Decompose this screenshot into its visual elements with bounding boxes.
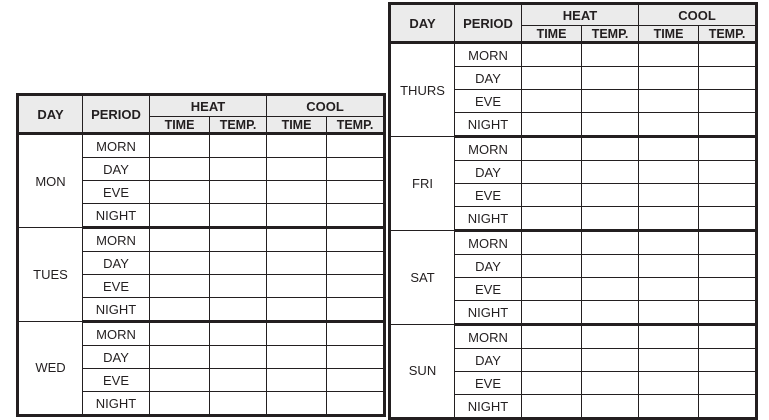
heat-time-cell[interactable]	[150, 346, 210, 369]
period-label: NIGHT	[83, 392, 150, 415]
heat-temp-cell[interactable]	[582, 301, 639, 325]
cool-time-cell[interactable]	[267, 228, 327, 252]
heat-time-cell[interactable]	[522, 395, 582, 418]
heat-time-cell[interactable]	[150, 181, 210, 204]
period-label: DAY	[83, 346, 150, 369]
heat-temp-cell[interactable]	[210, 158, 267, 181]
period-label: DAY	[455, 349, 522, 372]
heat-time-cell[interactable]	[522, 207, 582, 231]
cool-temp-cell[interactable]	[327, 346, 384, 369]
cool-temp-cell[interactable]	[327, 252, 384, 275]
period-label: NIGHT	[455, 113, 522, 137]
cool-temp-header: TEMP.	[699, 26, 756, 43]
heat-temp-cell[interactable]	[210, 275, 267, 298]
heat-temp-cell[interactable]	[210, 392, 267, 415]
heat-temp-cell[interactable]	[210, 252, 267, 275]
schedule-table-mon-wed	[18, 95, 384, 415]
cool-temp-cell[interactable]	[699, 301, 756, 325]
heat-temp-header: TEMP.	[210, 117, 267, 134]
period-label: NIGHT	[455, 301, 522, 325]
period-column-header: PERIOD	[455, 5, 522, 43]
day-label: SAT	[391, 231, 455, 325]
heat-time-cell[interactable]	[150, 204, 210, 228]
day-group-sun	[391, 325, 756, 418]
table-row	[391, 231, 756, 255]
heat-time-cell[interactable]	[150, 322, 210, 346]
period-label: EVE	[455, 90, 522, 113]
day-group-tues	[19, 228, 384, 322]
cool-time-cell[interactable]	[267, 158, 327, 181]
heat-time-cell[interactable]	[150, 369, 210, 392]
heat-temp-cell[interactable]	[582, 325, 639, 349]
cool-time-cell[interactable]	[267, 392, 327, 415]
heat-time-cell[interactable]	[522, 349, 582, 372]
period-label: MORN	[455, 325, 522, 349]
cool-temp-cell[interactable]	[327, 228, 384, 252]
heat-temp-cell[interactable]	[582, 372, 639, 395]
day-column-header: DAY	[391, 5, 455, 43]
table-row	[391, 43, 756, 67]
period-label: MORN	[455, 231, 522, 255]
cool-temp-cell[interactable]	[699, 372, 756, 395]
cool-time-cell[interactable]	[639, 184, 699, 207]
cool-temp-cell[interactable]	[699, 67, 756, 90]
period-label: NIGHT	[83, 298, 150, 322]
heat-temp-cell[interactable]	[582, 395, 639, 418]
day-group-fri	[391, 137, 756, 231]
table-row	[19, 228, 384, 252]
heat-time-cell[interactable]	[150, 298, 210, 322]
table-row	[391, 137, 756, 161]
heat-time-cell[interactable]	[522, 325, 582, 349]
period-label: EVE	[455, 184, 522, 207]
heat-time-cell[interactable]	[522, 43, 582, 67]
heat-time-cell[interactable]	[150, 275, 210, 298]
cool-temp-cell[interactable]	[699, 278, 756, 301]
heat-time-cell[interactable]	[522, 255, 582, 278]
heat-temp-cell[interactable]	[582, 161, 639, 184]
schedule-table-thu-sun	[390, 4, 756, 418]
heat-temp-header: TEMP.	[582, 26, 639, 43]
heat-temp-cell[interactable]	[210, 322, 267, 346]
heat-time-cell[interactable]	[522, 90, 582, 113]
day-group-thurs	[391, 43, 756, 137]
heat-time-cell[interactable]	[522, 113, 582, 137]
heat-time-header: TIME	[522, 26, 582, 43]
cool-time-cell[interactable]	[267, 275, 327, 298]
cool-temp-cell[interactable]	[699, 137, 756, 161]
cool-time-header: TIME	[267, 117, 327, 134]
heat-temp-cell[interactable]	[210, 369, 267, 392]
period-label: NIGHT	[455, 395, 522, 418]
period-label: DAY	[455, 161, 522, 184]
day-label: THURS	[391, 43, 455, 137]
period-label: MORN	[455, 43, 522, 67]
period-label: EVE	[83, 275, 150, 298]
cool-time-cell[interactable]	[639, 301, 699, 325]
cool-temp-cell[interactable]	[327, 322, 384, 346]
cool-temp-cell[interactable]	[699, 325, 756, 349]
cool-time-cell[interactable]	[639, 90, 699, 113]
cool-temp-cell[interactable]	[327, 275, 384, 298]
period-label: EVE	[455, 372, 522, 395]
cool-group-header: COOL	[639, 5, 756, 26]
table-header	[391, 5, 756, 43]
cool-time-cell[interactable]	[639, 207, 699, 231]
cool-temp-cell[interactable]	[327, 392, 384, 415]
day-label: MON	[19, 134, 83, 228]
heat-temp-cell[interactable]	[582, 255, 639, 278]
cool-group-header: COOL	[267, 96, 384, 117]
cool-time-cell[interactable]	[267, 298, 327, 322]
heat-temp-cell[interactable]	[210, 298, 267, 322]
cool-temp-cell[interactable]	[327, 298, 384, 322]
cool-time-cell[interactable]	[639, 325, 699, 349]
table-row	[391, 325, 756, 349]
heat-group-header: HEAT	[522, 5, 639, 26]
cool-temp-cell[interactable]	[699, 395, 756, 418]
heat-time-cell[interactable]	[522, 278, 582, 301]
cool-temp-cell[interactable]	[699, 349, 756, 372]
cool-time-cell[interactable]	[639, 137, 699, 161]
cool-temp-cell[interactable]	[699, 113, 756, 137]
heat-time-cell[interactable]	[522, 372, 582, 395]
cool-temp-cell[interactable]	[699, 184, 756, 207]
cool-temp-cell[interactable]	[327, 369, 384, 392]
cool-time-cell[interactable]	[267, 346, 327, 369]
cool-time-cell[interactable]	[639, 372, 699, 395]
table-row	[19, 322, 384, 346]
period-label: DAY	[83, 158, 150, 181]
cool-temp-cell[interactable]	[699, 90, 756, 113]
cool-temp-cell[interactable]	[327, 204, 384, 228]
heat-temp-cell[interactable]	[210, 134, 267, 158]
heat-temp-cell[interactable]	[582, 278, 639, 301]
cool-temp-cell[interactable]	[327, 158, 384, 181]
table-header	[19, 96, 384, 134]
period-label: MORN	[455, 137, 522, 161]
period-label: DAY	[455, 67, 522, 90]
cool-time-cell[interactable]	[639, 231, 699, 255]
period-label: MORN	[83, 322, 150, 346]
cool-time-cell[interactable]	[639, 255, 699, 278]
cool-temp-cell[interactable]	[699, 43, 756, 67]
cool-time-cell[interactable]	[267, 204, 327, 228]
period-label: MORN	[83, 228, 150, 252]
period-column-header: PERIOD	[83, 96, 150, 134]
day-column-header: DAY	[19, 96, 83, 134]
cool-temp-cell[interactable]	[327, 181, 384, 204]
period-label: EVE	[83, 181, 150, 204]
heat-temp-cell[interactable]	[582, 67, 639, 90]
heat-temp-cell[interactable]	[210, 204, 267, 228]
cool-time-cell[interactable]	[267, 252, 327, 275]
cool-time-cell[interactable]	[639, 278, 699, 301]
heat-temp-cell[interactable]	[210, 346, 267, 369]
heat-temp-cell[interactable]	[582, 90, 639, 113]
cool-time-cell[interactable]	[267, 322, 327, 346]
heat-temp-cell[interactable]	[210, 228, 267, 252]
cool-time-cell[interactable]	[639, 161, 699, 184]
cool-time-cell[interactable]	[639, 395, 699, 418]
heat-time-cell[interactable]	[522, 231, 582, 255]
period-label: DAY	[455, 255, 522, 278]
day-label: FRI	[391, 137, 455, 231]
table-row	[19, 134, 384, 158]
cool-time-cell[interactable]	[267, 181, 327, 204]
period-label: DAY	[83, 252, 150, 275]
heat-temp-cell[interactable]	[582, 184, 639, 207]
cool-time-cell[interactable]	[639, 349, 699, 372]
period-label: MORN	[83, 134, 150, 158]
day-label: TUES	[19, 228, 83, 322]
heat-time-cell[interactable]	[150, 158, 210, 181]
heat-time-cell[interactable]	[522, 137, 582, 161]
period-label: NIGHT	[83, 204, 150, 228]
cool-temp-cell[interactable]	[699, 231, 756, 255]
cool-temp-cell[interactable]	[327, 134, 384, 158]
period-label: NIGHT	[455, 207, 522, 231]
heat-time-cell[interactable]	[150, 392, 210, 415]
heat-time-cell[interactable]	[522, 67, 582, 90]
cool-time-cell[interactable]	[639, 113, 699, 137]
heat-temp-cell[interactable]	[582, 231, 639, 255]
heat-temp-cell[interactable]	[582, 349, 639, 372]
heat-temp-cell[interactable]	[582, 43, 639, 67]
period-label: EVE	[83, 369, 150, 392]
cool-time-cell[interactable]	[639, 43, 699, 67]
cool-temp-cell[interactable]	[699, 255, 756, 278]
heat-temp-cell[interactable]	[582, 113, 639, 137]
cool-temp-cell[interactable]	[699, 161, 756, 184]
heat-time-cell[interactable]	[150, 134, 210, 158]
day-label: SUN	[391, 325, 455, 418]
day-group-mon	[19, 134, 384, 228]
heat-time-cell[interactable]	[150, 252, 210, 275]
cool-temp-header: TEMP.	[327, 117, 384, 134]
heat-group-header: HEAT	[150, 96, 267, 117]
heat-time-cell[interactable]	[522, 161, 582, 184]
day-group-wed	[19, 322, 384, 415]
heat-temp-cell[interactable]	[582, 207, 639, 231]
heat-time-cell[interactable]	[150, 228, 210, 252]
cool-time-cell[interactable]	[639, 67, 699, 90]
cool-time-cell[interactable]	[267, 369, 327, 392]
heat-time-header: TIME	[150, 117, 210, 134]
heat-temp-cell[interactable]	[210, 181, 267, 204]
heat-time-cell[interactable]	[522, 301, 582, 325]
period-label: EVE	[455, 278, 522, 301]
day-group-sat	[391, 231, 756, 325]
heat-temp-cell[interactable]	[582, 137, 639, 161]
cool-time-cell[interactable]	[267, 134, 327, 158]
cool-time-header: TIME	[639, 26, 699, 43]
day-label: WED	[19, 322, 83, 415]
cool-temp-cell[interactable]	[699, 207, 756, 231]
heat-time-cell[interactable]	[522, 184, 582, 207]
